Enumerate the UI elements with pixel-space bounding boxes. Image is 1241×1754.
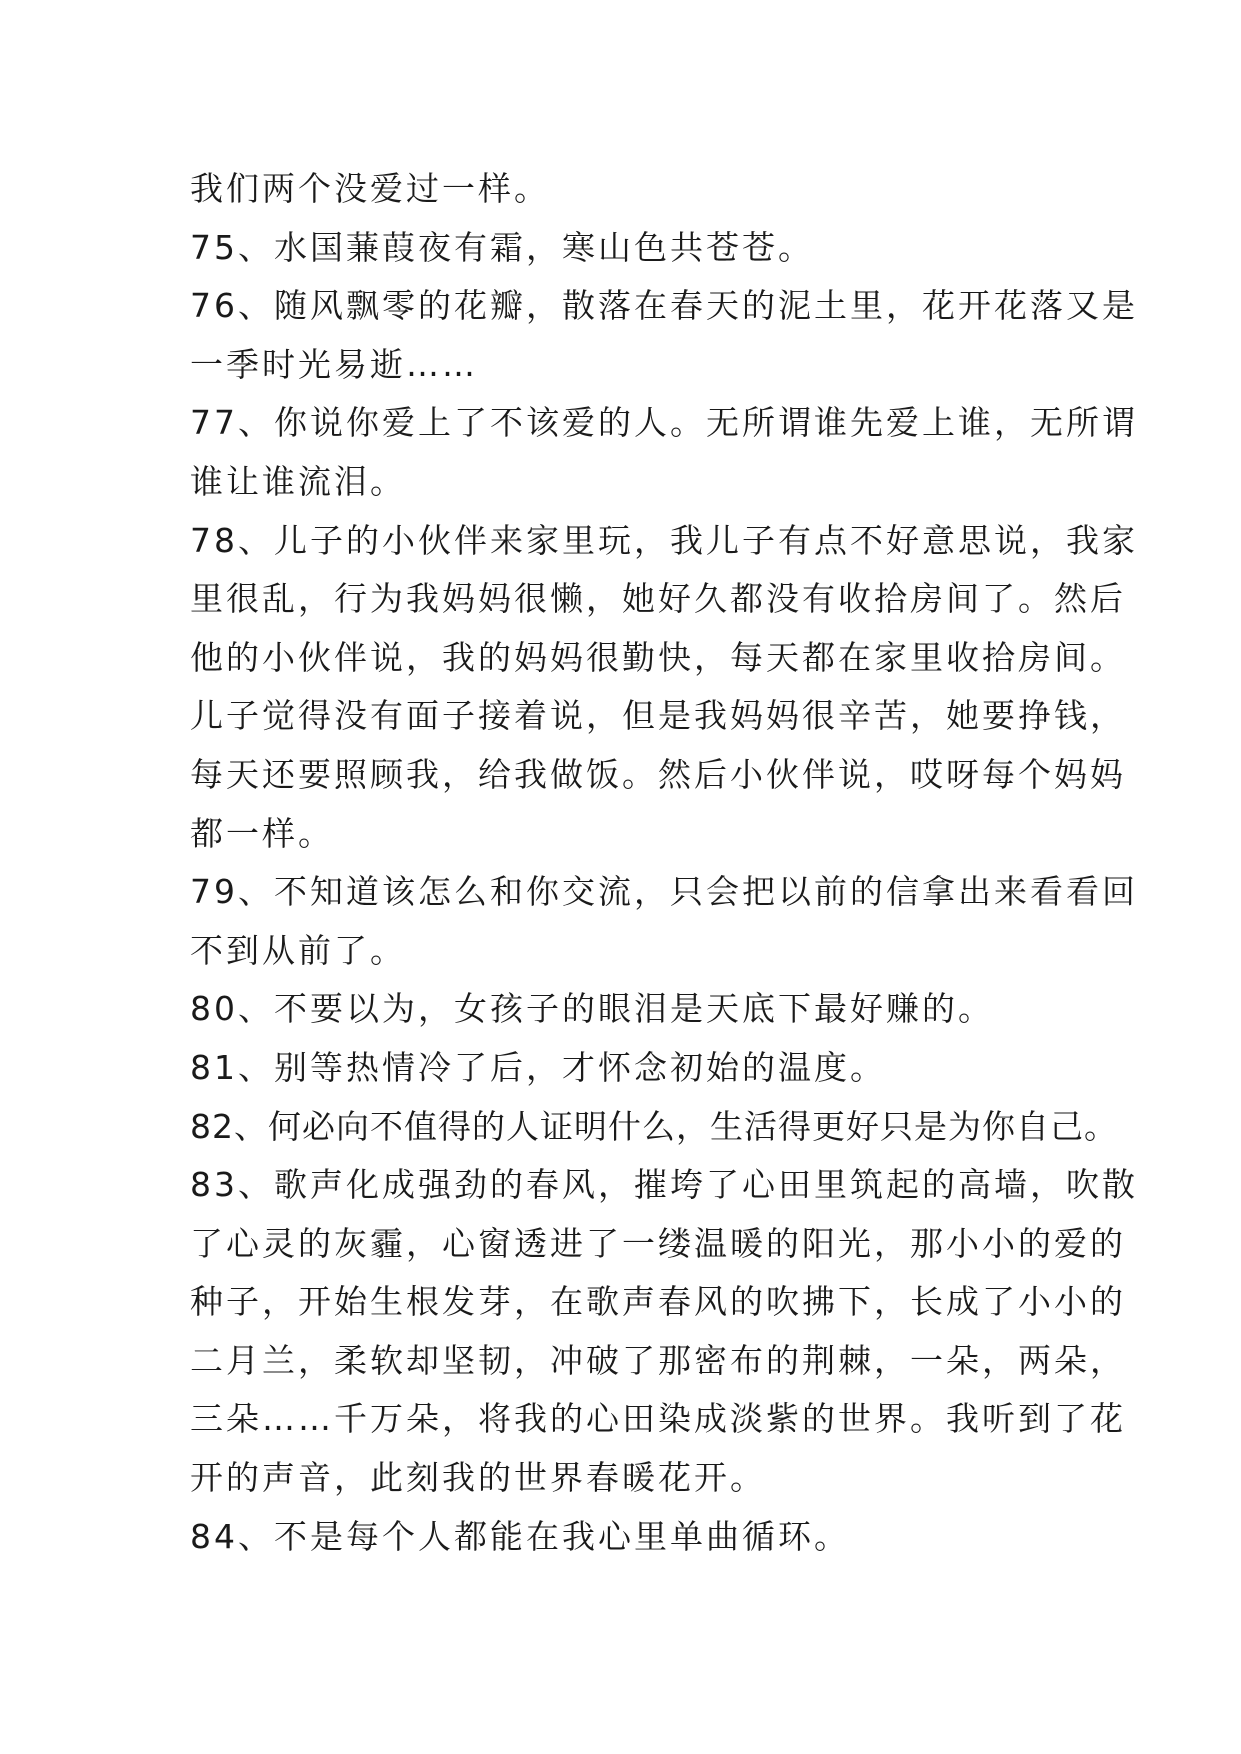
text-line: 不到从前了。 <box>190 930 406 970</box>
text-line: 79、不知道该怎么和你交流，只会把以前的信拿出来看看回 <box>190 872 1138 912</box>
text-line: 76、随风飘零的花瓣，散落在春天的泥土里，花开花落又是 <box>190 286 1138 326</box>
text-line: 82、何必向不值得的人证明什么，生活得更好只是为你自己。 <box>190 1106 1118 1146</box>
text-line: 77、你说你爱上了不该爱的人。无所谓谁先爱上谁，无所谓 <box>190 403 1138 443</box>
text-line: 谁让谁流泪。 <box>190 461 406 501</box>
text-line: 81、别等热情冷了后，才怀念初始的温度。 <box>190 1047 886 1087</box>
text-line: 一季时光易逝…… <box>190 344 478 384</box>
text-line: 里很乱，行为我妈妈很懒，她好久都没有收拾房间了。然后 <box>190 579 1126 619</box>
text-line: 78、儿子的小伙伴来家里玩，我儿子有点不好意思说，我家 <box>190 520 1138 560</box>
text-line: 83、歌声化成强劲的春风，摧垮了心田里筑起的高墙，吹散 <box>190 1165 1138 1205</box>
text-line: 每天还要照顾我，给我做饭。然后小伙伴说，哎呀每个妈妈 <box>190 754 1126 794</box>
text-line: 都一样。 <box>190 813 334 853</box>
text-line: 84、不是每个人都能在我心里单曲循环。 <box>190 1516 850 1556</box>
text-line: 他的小伙伴说，我的妈妈很勤快，每天都在家里收拾房间。 <box>190 637 1126 677</box>
text-line: 三朵……千万朵，将我的心田染成淡紫的世界。我听到了花 <box>190 1399 1126 1439</box>
text-line: 种子，开始生根发芽，在歌声春风的吹拂下，长成了小小的 <box>190 1282 1126 1322</box>
text-line: 开的声音，此刻我的世界春暖花开。 <box>190 1458 766 1498</box>
text-line: 我们两个没爱过一样。 <box>190 169 550 208</box>
text-line: 80、不要以为，女孩子的眼泪是天底下最好赚的。 <box>190 989 994 1029</box>
text-line: 了心灵的灰霾，心窗透进了一缕温暖的阳光，那小小的爱的 <box>190 1223 1126 1263</box>
text-line: 儿子觉得没有面子接着说，但是我妈妈很辛苦，她要挣钱， <box>190 696 1126 736</box>
document-body <box>190 160 1138 1566</box>
text-line: 75、水国蒹葭夜有霜，寒山色共苍苍。 <box>190 227 814 267</box>
text-line: 二月兰，柔软却坚韧，冲破了那密布的荆棘，一朵，两朵， <box>190 1340 1126 1380</box>
